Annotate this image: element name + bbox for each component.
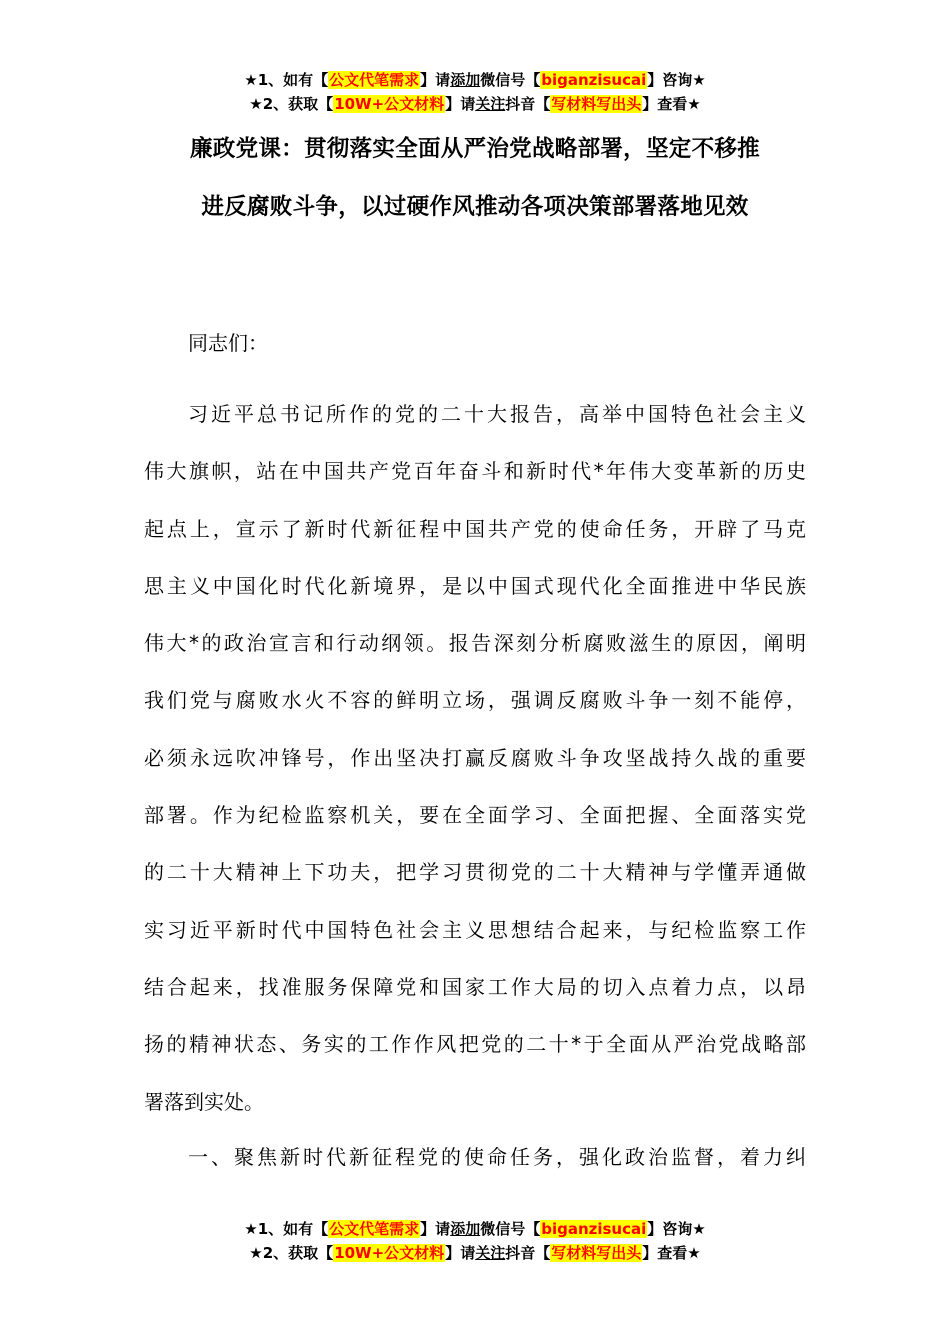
title-line-2: 进反腐败斗争，以过硬作风推动各项决策部署落地见效 (201, 194, 749, 220)
promo-highlight-douyin-account: 写材料写出头 (551, 95, 642, 113)
paragraph-line: 实习近平新时代中国特色社会主义思想结合起来，与纪检监察工作 (144, 917, 806, 942)
promo-line-2-prefix: ★2、获取【 (249, 1244, 334, 1262)
promo-highlight-materials: 10W+公文材料 (334, 95, 445, 113)
document-title (143, 120, 807, 236)
promo-line-2-text-a: 】请 (445, 1244, 476, 1262)
promo-underline-follow: 关注 (475, 95, 506, 113)
promo-line-1-text-b: 微信号【 (480, 71, 541, 89)
promo-line-1-suffix: 】咨询★ (647, 1220, 706, 1238)
promo-underline-add: 添加 (450, 71, 481, 89)
body-paragraph-2 (144, 1129, 806, 1186)
promo-line-2-suffix: 】查看★ (642, 95, 701, 113)
promo-line-2-prefix: ★2、获取【 (249, 95, 334, 113)
promo-line-1 (0, 1217, 950, 1241)
promo-highlight-wechat-id: biganzisucai (541, 1220, 647, 1238)
paragraph-line: 署落到实处。 (144, 1089, 264, 1114)
paragraph-line: 思主义中国化时代化新境界，是以中国式现代化全面推进中华民族 (144, 573, 806, 598)
promo-highlight-materials: 10W+公文材料 (334, 1244, 445, 1262)
promo-underline-add: 添加 (450, 1220, 481, 1238)
promo-line-2-suffix: 】查看★ (642, 1244, 701, 1262)
promo-highlight-douyin-account: 写材料写出头 (551, 1244, 642, 1262)
paragraph-line: 必须永远吹冲锋号，作出坚决打赢反腐败斗争攻坚战持久战的重要 (144, 745, 806, 770)
promo-line-1-prefix: ★1、如有【 (244, 71, 329, 89)
body-paragraph-1 (144, 386, 806, 1131)
promo-line-1 (0, 68, 950, 92)
promo-line-1-text-b: 微信号【 (480, 1220, 541, 1238)
paragraph-line: 部署。作为纪检监察机关，要在全面学习、全面把握、全面落实党 (144, 803, 806, 828)
promo-line-1-text-a: 】请 (420, 71, 451, 89)
paragraph-line: 结合起来，找准服务保障党和国家工作大局的切入点着力点，以昂 (144, 974, 806, 999)
promo-highlight-service: 公文代笔需求 (329, 1220, 420, 1238)
paragraph-line: 我们党与腐败水火不容的鲜明立场，强调反腐败斗争一刻不能停， (144, 688, 806, 713)
salutation: 同志们： (188, 331, 268, 355)
promo-underline-follow: 关注 (475, 1244, 506, 1262)
promo-highlight-service: 公文代笔需求 (329, 71, 420, 89)
promo-line-2-text-b: 抖音【 (505, 1244, 551, 1262)
bottom-promo-banner (0, 1217, 950, 1265)
paragraph-line: 起点上，宣示了新时代新征程中国共产党的使命任务，开辟了马克 (144, 516, 806, 541)
paragraph-line: 习近平总书记所作的党的二十大报告，高举中国特色社会主义 (188, 402, 806, 426)
promo-line-2 (0, 1241, 950, 1265)
paragraph-line: 伟大*的政治宣言和行动纲领。报告深刻分析腐败滋生的原因，阐明 (144, 631, 806, 656)
paragraph-line: 伟大旗帜，站在中国共产党百年奋斗和新时代*年伟大变革新的历史 (144, 459, 806, 484)
paragraph-line: 扬的精神状态、务实的工作作风把党的二十*于全面从严治党战略部 (144, 1032, 806, 1057)
title-line-1: 廉政党课：贯彻落实全面从严治党战略部署，坚定不移推 (189, 136, 760, 162)
promo-line-1-suffix: 】咨询★ (647, 71, 706, 89)
section-heading-line: 一、聚焦新时代新征程党的使命任务，强化政治监督，着力纠 (188, 1145, 806, 1169)
promo-line-2-text-b: 抖音【 (505, 95, 551, 113)
promo-line-2 (0, 92, 950, 116)
promo-highlight-wechat-id: biganzisucai (541, 71, 647, 89)
promo-line-1-prefix: ★1、如有【 (244, 1220, 329, 1238)
promo-line-1-text-a: 】请 (420, 1220, 451, 1238)
paragraph-line: 的二十大精神上下功夫，把学习贯彻党的二十大精神与学懂弄通做 (144, 860, 806, 885)
top-promo-banner (0, 68, 950, 116)
promo-line-2-text-a: 】请 (445, 95, 476, 113)
